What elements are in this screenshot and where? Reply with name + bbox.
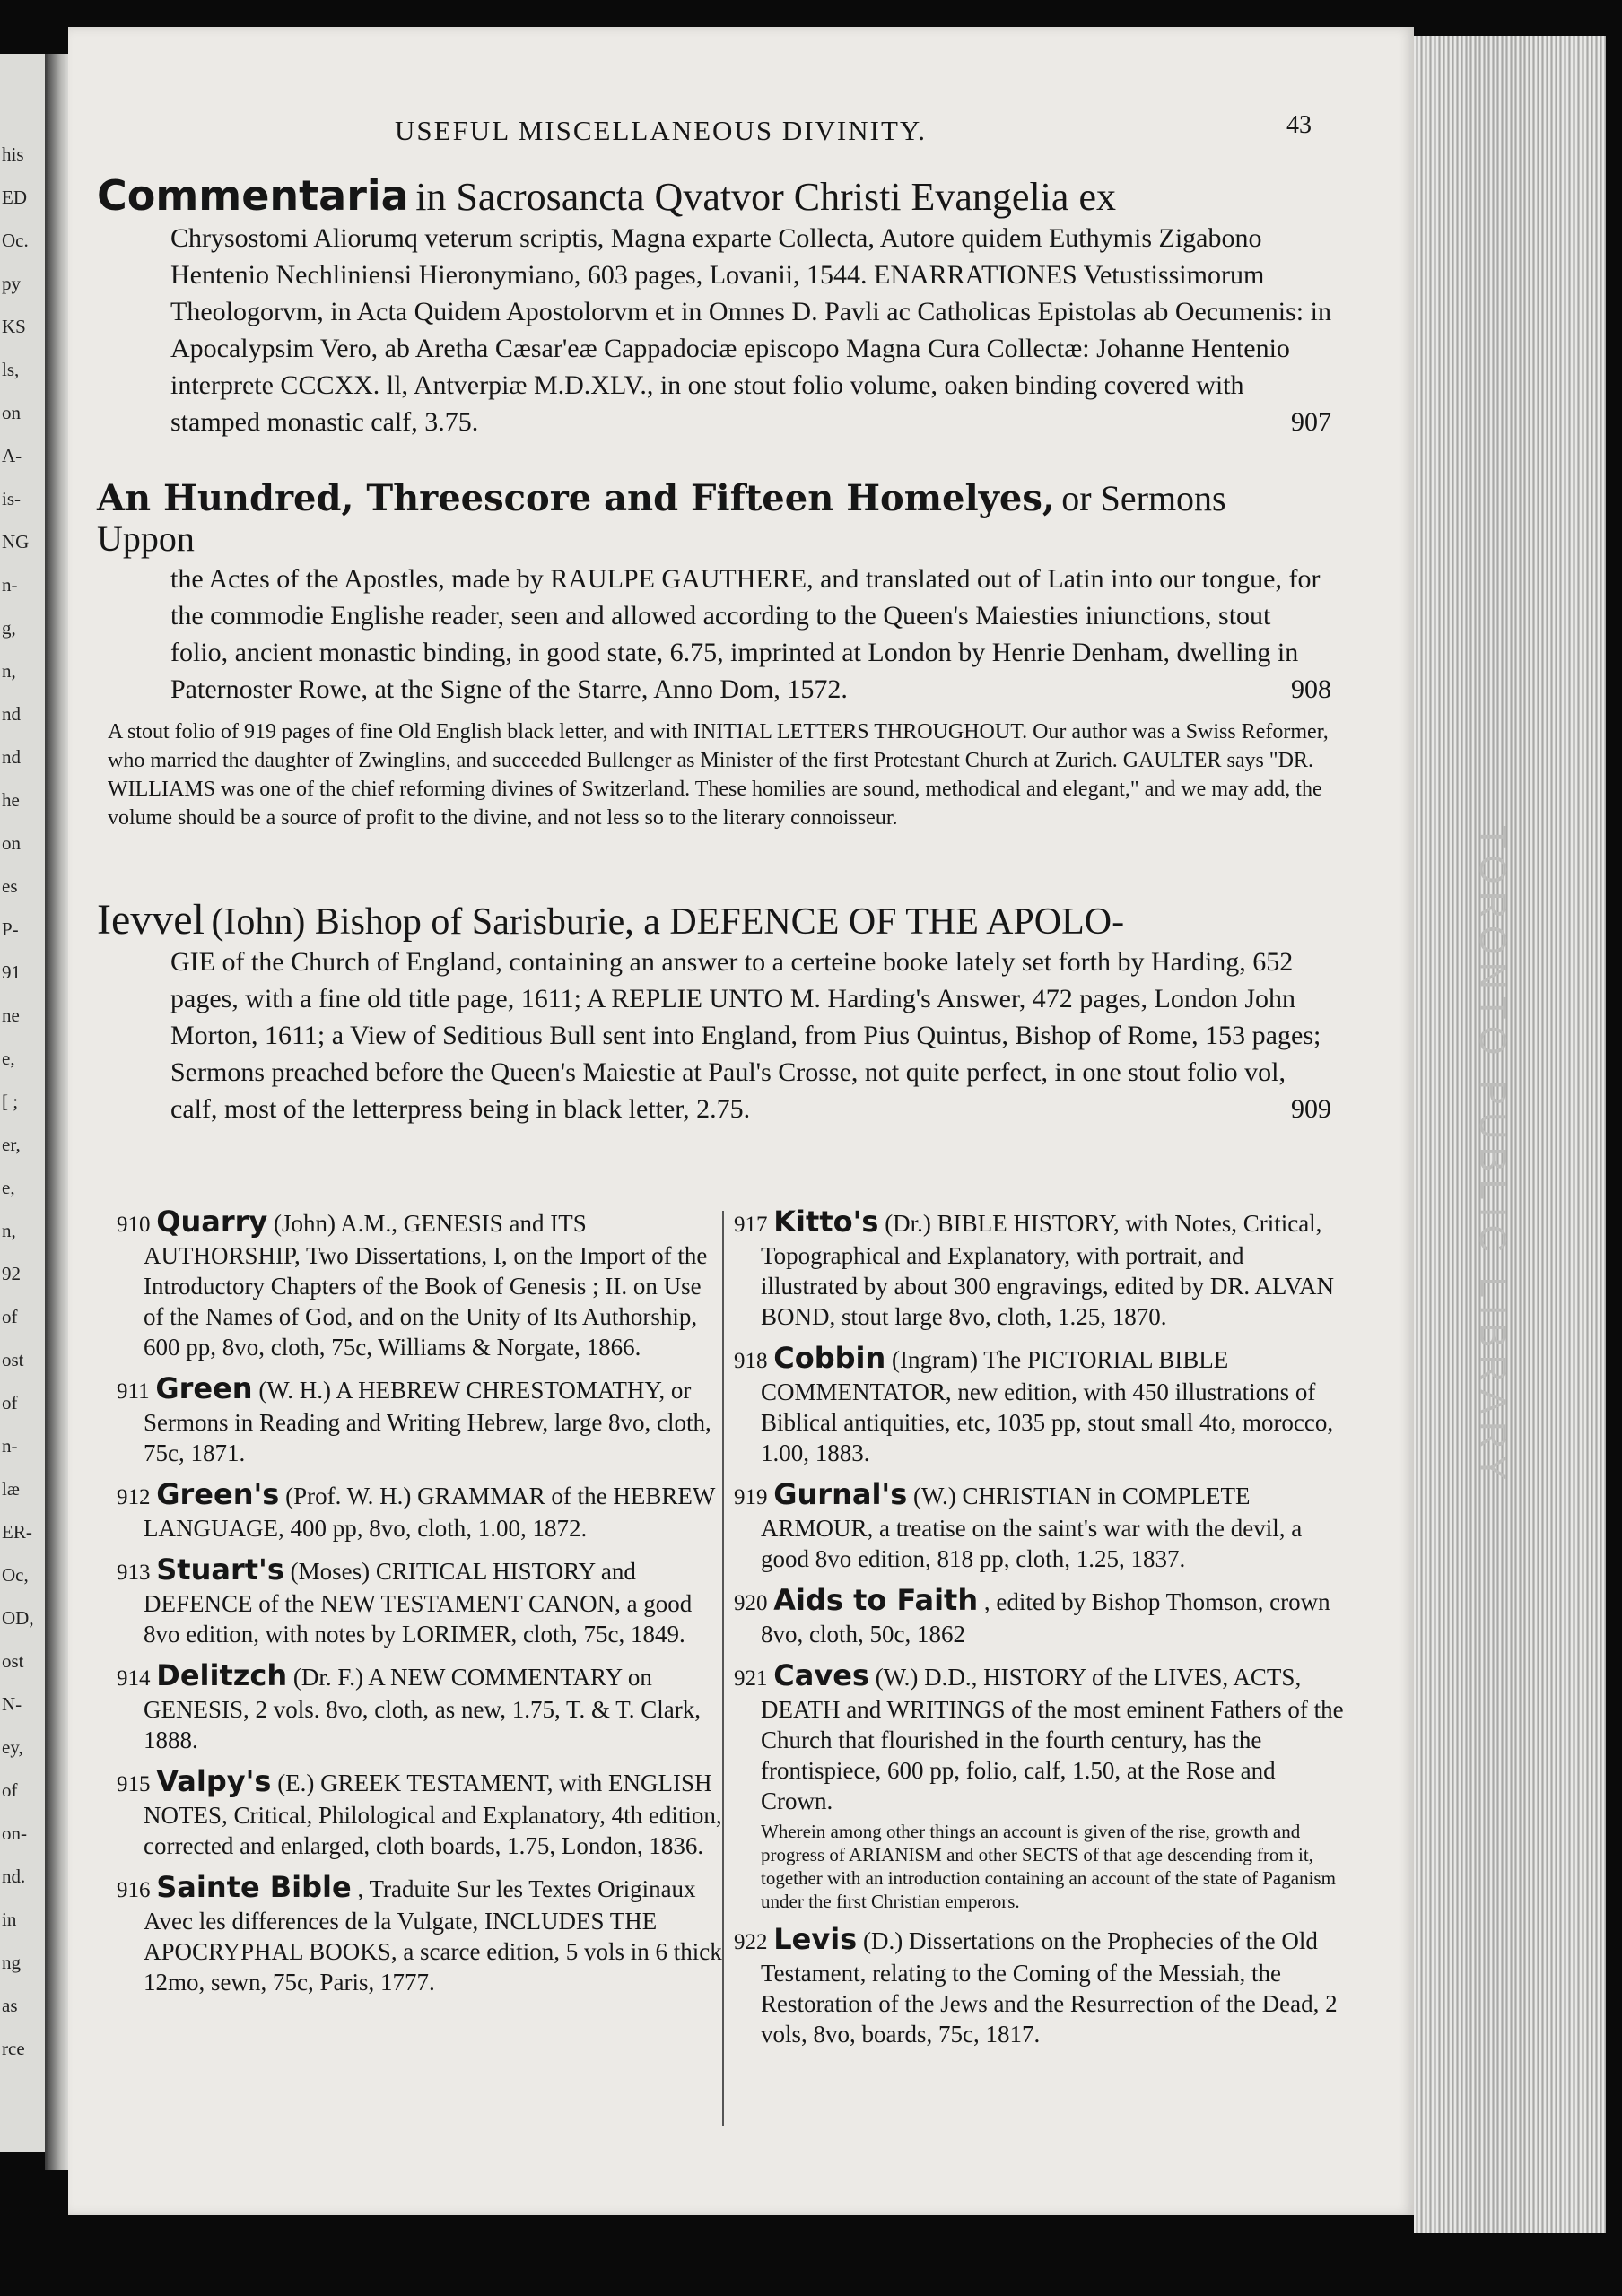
left-page-fragment: on- bbox=[2, 1822, 27, 1844]
left-page-fragment: nd. bbox=[2, 1866, 26, 1887]
entry-title-rest: or Sermons Uppon bbox=[97, 478, 1226, 559]
entry-title-rest: (Iohn) Bishop of Sarisburie, a DEFENCE OF THE APOLO- bbox=[211, 901, 1125, 943]
catalog-item bbox=[117, 1554, 727, 1649]
entry-title: Commentaria bbox=[97, 171, 409, 220]
running-header: USEFUL MISCELLANEOUS DIVINITY. bbox=[395, 115, 928, 146]
left-page-fragment: n, bbox=[2, 660, 16, 682]
item-number: 918 bbox=[734, 1349, 768, 1373]
entry-title: An Hundred, Threescore and Fifteen Homelyes, bbox=[97, 477, 1055, 519]
entry-907 bbox=[97, 171, 1331, 440]
left-page-fragment: e, bbox=[2, 1177, 15, 1198]
left-page-fragment: ED bbox=[2, 187, 27, 208]
entry-908-note: A stout folio of 919 pages of fine Old English black letter, and with INITIAL LETTERS THROUGHOUT. Our author was a Swiss Reformer, who married the daughter of Zwinglins, and succeeded Bullenger as Minister of the first Protestant Church at Zurich. GAULTER says "DR. WILLIAMS was one of the chief reforming divines of Switzerland. These homilies are sound, methodical and elegant," and we may add, the volume should be a source of profit to the divine, and not less so to the literary connoisseur. bbox=[108, 720, 1329, 830]
catalog-item bbox=[734, 1343, 1344, 1468]
item-number: 922 bbox=[734, 1930, 768, 1954]
left-page-fragment: ost bbox=[2, 1650, 24, 1672]
left-page-fragment: Oc. bbox=[2, 230, 29, 251]
item-number: 913 bbox=[117, 1561, 151, 1585]
left-page-fragment: ost bbox=[2, 1349, 24, 1370]
catalog-item bbox=[117, 1373, 727, 1468]
item-author: Stuart's bbox=[156, 1552, 284, 1587]
left-page-fragment: KS bbox=[2, 316, 26, 337]
item-author: Green bbox=[155, 1371, 253, 1405]
item-number: 920 bbox=[734, 1591, 768, 1615]
page-number: 43 bbox=[1286, 111, 1312, 139]
library-stamp: TORONTO PUBLIC LIBRARY bbox=[1472, 825, 1514, 1488]
item-number: 915 bbox=[117, 1772, 151, 1796]
item-number: 917 bbox=[734, 1213, 768, 1237]
item-author: Levis bbox=[773, 1922, 858, 1956]
item-description: (D.) Dissertations on the Prophecies of the Old Testament, relating to the Coming of the Messiah, the Restoration of the Jews and the Resurrection of the Dead, 2 vols, 8vo, boards, 75c, 1817. bbox=[761, 1927, 1338, 2048]
entry-909 bbox=[97, 896, 1331, 1127]
item-description: , edited by Bishop Thomson, crown 8vo, cloth, 50c, 1862 bbox=[761, 1588, 1330, 1648]
left-page-fragment: his bbox=[2, 144, 24, 165]
left-page-fragment: ey, bbox=[2, 1736, 23, 1758]
left-page-fragment: P- bbox=[2, 918, 19, 940]
item-author: Kitto's bbox=[773, 1205, 879, 1239]
catalog-item bbox=[117, 1479, 727, 1544]
entry-text: Chrysostomi Aliorumq veterum scriptis, Magna exparte Collecta, Autore quidem Euthymis Zigabono Hentenio Nechliniensi Hieronymiano, 603 pages, Lovanii, 1544. ENARRATIONES Vetustissimorum Theologorvm, in Acta Quidem Apostolorvm et in Omnes D. Pavli ac Catholicas Epistolas ab Oecumenis: in Apocalypsim Vero, ab Aretha Cæsar'eæ Cappadociæ episcopo Magna Cura Collectæ: Johanne Hentenio interprete CCCXX. ll, Antverpiæ M.D.XLV., in one stout folio volume, oaken binding covered with stamped monastic calf, 3.75. bbox=[170, 223, 1331, 437]
catalog-item bbox=[734, 1924, 1344, 2049]
item-note: Wherein among other things an account is given of the rise, growth and progress of ARIANISM and other SECTS of that age descending from it, together with an introduction containing an account of the state of Paganism under the first Christian emperors. bbox=[761, 1821, 1336, 1912]
entry-text: GIE of the Church of England, containing an answer to a certeine booke lately set forth by Harding, 652 pages, with a fine old title page, 1611; A REPLIE UNTO M. Harding's Answer, 472 pages, London John Morton, 1611; a View of Seditious Bull sent into England, from Pius Quintus, Bishop of Rome, 153 pages; Sermons preached before the Queen's Maiestie at Paul's Crosse, not quite perfect, in one stout folio vol, calf, most of the letterpress being in black letter, 2.75. bbox=[170, 947, 1321, 1124]
item-number: 921 bbox=[734, 1666, 768, 1691]
left-page-fragment: on bbox=[2, 402, 21, 423]
left-page-fragment: n, bbox=[2, 1220, 16, 1241]
entry-title: Ievvel bbox=[97, 896, 205, 944]
left-column bbox=[117, 1206, 727, 2008]
left-page-fragment: e, bbox=[2, 1048, 15, 1069]
item-number: 910 bbox=[117, 1213, 151, 1237]
left-page-fragment: n- bbox=[2, 1435, 18, 1457]
left-page-fragment: [ ; bbox=[2, 1091, 19, 1112]
left-page-fragment: es bbox=[2, 875, 18, 897]
catalog-item bbox=[117, 1872, 727, 1997]
item-author: Valpy's bbox=[156, 1764, 272, 1798]
item-author: Caves bbox=[773, 1658, 869, 1692]
item-description: , Traduite Sur les Textes Originaux Avec les differences de la Vulgate, INCLUDES THE APOCRYPHAL BOOKS, a scarce edition, 5 vols in 6 thick 12mo, sewn, 75c, Paris, 1777. bbox=[144, 1875, 722, 1996]
left-page-fragment: ng bbox=[2, 1952, 21, 1973]
item-author: Cobbin bbox=[773, 1341, 886, 1375]
left-page-fragment: er, bbox=[2, 1134, 21, 1155]
left-page-fragment: he bbox=[2, 789, 20, 811]
left-page-fragment: of bbox=[2, 1392, 18, 1413]
left-page-fragment: is- bbox=[2, 488, 21, 509]
left-facing-page bbox=[0, 54, 45, 2152]
item-number: 919 bbox=[734, 1485, 768, 1509]
catalog-item bbox=[117, 1660, 727, 1755]
left-page-fragment: in bbox=[2, 1909, 17, 1930]
item-description: (Ingram) The PICTORIAL BIBLE COMMENTATOR, new edition, with 450 illustrations of Biblical antiquities, etc, 1035 pp, stout small 4to, morocco, 1.00, 1883. bbox=[761, 1346, 1334, 1466]
left-page-fragment: A- bbox=[2, 445, 22, 466]
item-description: (Prof. W. H.) GRAMMAR of the HEBREW LANGUAGE, 400 pp, 8vo, cloth, 1.00, 1872. bbox=[144, 1483, 715, 1542]
left-page-fragment: nd bbox=[2, 746, 21, 768]
item-description: (W.) CHRISTIAN in COMPLETE ARMOUR, a treatise on the saint's war with the devil, a good 8vo edition, 818 pp, cloth, 1.25, 1837. bbox=[761, 1483, 1303, 1572]
item-number: 914 bbox=[117, 1666, 151, 1691]
item-number: 912 bbox=[117, 1485, 151, 1509]
left-page-fragment: n- bbox=[2, 574, 18, 596]
item-author: Aids to Faith bbox=[773, 1583, 979, 1617]
item-description: (John) A.M., GENESIS and ITS AUTHORSHIP, Two Dissertations, I, on the Import of the Introductory Chapters of the Book of Genesis ; II. on Use of the Names of God, and on the Unity of Its Authorship, 600 pp, 8vo, cloth, 75c, Williams & Norgate, 1866. bbox=[144, 1210, 708, 1361]
item-author: Gurnal's bbox=[773, 1477, 908, 1511]
left-page-fragment: nd bbox=[2, 703, 21, 725]
item-author: Sainte Bible bbox=[156, 1870, 352, 1904]
item-author: Delitzch bbox=[156, 1658, 288, 1692]
item-description: (Dr.) BIBLE HISTORY, with Notes, Critical, Topographical and Explanatory, with portrait, and illustrated by about 300 engravings, edited by DR. ALVAN BOND, stout large 8vo, cloth, 1.25, 1870. bbox=[761, 1210, 1334, 1330]
catalog-item bbox=[734, 1206, 1344, 1332]
left-page-fragment: ne bbox=[2, 1004, 20, 1026]
left-page-fragment: g, bbox=[2, 617, 16, 639]
item-description: (W.) D.D., HISTORY of the LIVES, ACTS, DEATH and WRITINGS of the most eminent Fathers of the Church that flourished in the fourth century, has the frontispiece, 600 pp, folio, calf, 1.50, at the Rose and Crown. bbox=[761, 1664, 1344, 1814]
lot-number: 908 bbox=[1291, 674, 1331, 704]
left-page-fragment: N- bbox=[2, 1693, 22, 1715]
left-page-fragment: NG bbox=[2, 531, 30, 552]
left-page-fragment: on bbox=[2, 832, 21, 854]
item-number: 911 bbox=[117, 1379, 150, 1404]
left-page-fragment: as bbox=[2, 1995, 18, 2016]
lot-number: 907 bbox=[1291, 407, 1331, 437]
book-gutter bbox=[45, 54, 68, 2170]
item-author: Quarry bbox=[156, 1205, 268, 1239]
left-page-fragment: Oc, bbox=[2, 1564, 29, 1586]
item-number: 916 bbox=[117, 1878, 151, 1902]
left-page-fragment: of bbox=[2, 1779, 18, 1801]
lot-number: 909 bbox=[1291, 1094, 1331, 1124]
left-page-fragment: py bbox=[2, 273, 21, 294]
left-page-fragment: of bbox=[2, 1306, 18, 1327]
right-column bbox=[734, 1206, 1344, 2060]
entry-title-rest: in Sacrosancta Qvatvor Christi Evangelia ex bbox=[415, 175, 1116, 219]
catalog-item bbox=[734, 1660, 1344, 1913]
item-description: (W. H.) A HEBREW CHRESTOMATHY, or Sermons in Reading and Writing Hebrew, large 8vo, cloth, 75c, 1871. bbox=[144, 1377, 711, 1466]
item-description: (E.) GREEK TESTAMENT, with ENGLISH NOTES, Critical, Philological and Explanatory, 4th edition, corrected and enlarged, cloth boards, 1.75, London, 1836. bbox=[144, 1770, 722, 1859]
catalog-item bbox=[734, 1585, 1344, 1649]
item-author: Green's bbox=[156, 1477, 280, 1511]
left-page-fragment: 91 bbox=[2, 961, 21, 983]
catalog-item bbox=[117, 1766, 727, 1861]
left-page-fragment: læ bbox=[2, 1478, 20, 1500]
item-description: (Moses) CRITICAL HISTORY and DEFENCE of the NEW TESTAMENT CANON, a good 8vo edition, with notes by LORIMER, cloth, 75c, 1849. bbox=[144, 1558, 693, 1648]
left-page-fragment: OD, bbox=[2, 1607, 34, 1629]
left-page-fragment: rce bbox=[2, 2038, 25, 2059]
left-page-fragment: 92 bbox=[2, 1263, 21, 1284]
catalog-item bbox=[117, 1206, 727, 1362]
entry-908 bbox=[97, 477, 1331, 708]
entry-text: the Actes of the Apostles, made by RAULPE GAUTHERE, and translated out of Latin into our tongue, for the commodie Englishe reader, seen and allowed according to the Queen's Maiesties iniunctions, stout folio, ancient monastic binding, in good state, 6.75, imprinted at London by Henrie Denham, dwelling in Paternoster Rowe, at the Signe of the Starre, Anno Dom, 1572. bbox=[170, 564, 1321, 704]
left-page-fragment: ER- bbox=[2, 1521, 32, 1543]
left-page-fragment: ls, bbox=[2, 359, 20, 380]
catalog-item bbox=[734, 1479, 1344, 1574]
item-description: (Dr. F.) A NEW COMMENTARY on GENESIS, 2 vols. 8vo, cloth, as new, 1.75, T. & T. Clark, 1888. bbox=[144, 1664, 701, 1753]
